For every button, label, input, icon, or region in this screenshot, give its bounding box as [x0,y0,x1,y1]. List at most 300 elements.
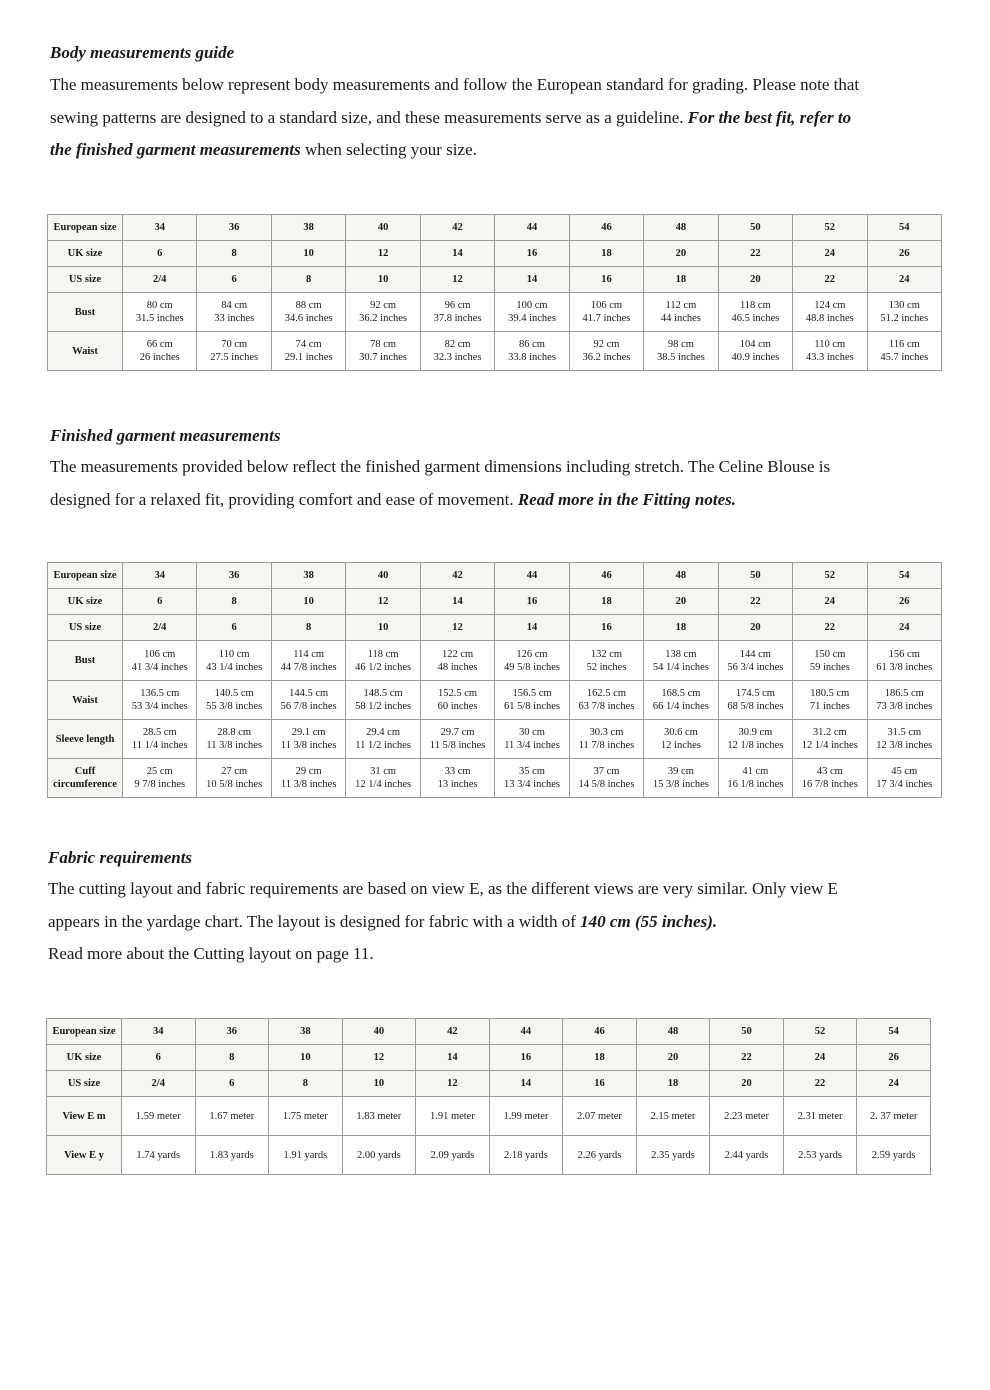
cell-line: 36.2 inches [359,313,407,324]
cell-line: 82 cm [444,339,471,350]
cell-line: 118 cm [739,300,771,311]
paragraph-line [50,69,950,102]
table-cell: 18 [636,1071,710,1097]
table-cell [644,720,718,759]
table-row [48,720,942,759]
cell-line: 126 cm [516,648,548,660]
table-cell: 2.00 yards [342,1136,416,1175]
table-cell: 18 [563,1045,637,1071]
emphasis-text: 140 cm (55 inches). [580,911,718,931]
cell-line: 43 cm [816,766,843,777]
row-label: View E m [47,1097,122,1136]
table-cell: 16 [489,1045,563,1071]
cell-line: 11 5/8 inches [429,740,486,751]
table-cell [271,332,345,371]
cell-line: 66 1/4 inches [652,701,709,712]
table-cell [123,681,197,720]
table-cell: 2.09 yards [416,1136,490,1175]
table-cell [346,720,420,759]
table-cell: 6 [122,1045,196,1071]
table-cell: 20 [644,589,718,615]
cell-line: 63 7/8 inches [578,701,635,712]
row-label: European size [48,563,123,589]
table-row [48,641,942,681]
table-cell [346,293,420,332]
table-cell: 2.26 yards [563,1136,637,1175]
table-cell: 2.15 meter [636,1097,710,1136]
table-cell [867,681,941,720]
table-cell: 46 [569,563,643,589]
cell-line: 31.5 cm [887,727,922,738]
table-cell: 18 [569,589,643,615]
table-cell: 38 [271,563,345,589]
table-cell: 20 [636,1045,710,1071]
paragraph-line [48,906,948,939]
emphasis-text: the finished garment measurements [50,140,301,159]
table-cell [197,720,271,759]
table-row [47,1019,931,1045]
cell-line: 33 inches [214,313,255,324]
table-cell: 12 [420,267,494,293]
table-cell: 2.07 meter [563,1097,637,1136]
table-cell [569,681,643,720]
table-cell [718,332,792,371]
row-label: UK size [48,589,123,615]
cell-line: 74 cm [295,339,322,350]
table-cell [271,759,345,798]
cell-line: 17 3/4 inches [876,779,933,790]
table-cell [867,332,941,371]
cell-line: 86 cm [519,339,545,350]
table-cell [271,681,345,720]
table-row [47,1045,931,1071]
body-text: designed for a relaxed fit, providing comfort and ease of movement. [50,489,518,509]
cell-line: 27.5 inches [210,352,259,363]
table-cell: 26 [857,1045,931,1071]
row-label: Waist [48,681,123,720]
cell-line: 39.4 inches [508,313,556,324]
table-cell: 22 [783,1071,857,1097]
cell-line: 168.5 cm [661,688,701,699]
cell-line: 84 cm [221,300,248,311]
table-cell: 42 [420,563,494,589]
table-cell [569,759,643,798]
table-cell: 2.44 yards [710,1136,784,1175]
table-cell: 14 [489,1071,563,1097]
cell-line: 34.6 inches [284,313,333,324]
table-cell [271,720,345,759]
table-cell [346,641,420,681]
row-label: View E y [47,1136,122,1175]
table-cell: 8 [197,241,271,267]
row-label: UK size [48,241,123,267]
table-cell: 40 [342,1019,416,1045]
cell-line: 114 cm [293,648,325,660]
table-cell: 18 [644,267,718,293]
cell-line: 78 cm [370,339,397,350]
table-cell [495,641,569,681]
cell-line: 106 cm [144,648,176,660]
table-cell [495,332,569,371]
table-cell [793,759,867,798]
table-cell: 2. 37 meter [857,1097,931,1136]
table-cell: 40 [346,563,420,589]
row-label: European size [47,1019,122,1045]
table-cell: 16 [569,267,643,293]
table-cell: 50 [710,1019,784,1045]
cell-line: 73 3/8 inches [876,701,933,712]
cell-line: 45.7 inches [880,352,929,363]
row-label: UK size [47,1045,122,1071]
table-cell [420,759,494,798]
table-cell [644,759,718,798]
cell-line: 124 cm [814,300,846,311]
row-label: Bust [48,293,123,332]
table-cell: 40 [346,215,420,241]
cell-line: 112 cm [665,300,697,311]
table-row [48,241,942,267]
cell-line: 71 inches [809,701,850,712]
table-cell: 20 [710,1071,784,1097]
cell-line: 180.5 cm [810,688,850,699]
table-cell: 10 [346,615,420,641]
table-cell: 8 [269,1071,343,1097]
cell-line: 116 cm [888,339,920,350]
cell-line: 29.1 cm [291,727,326,738]
table-cell: 10 [269,1045,343,1071]
table-cell: 36 [195,1019,269,1045]
cell-line: 36.2 inches [582,352,631,363]
emphasis-text: For the best fit, refer to [687,107,852,127]
cell-line: 30 cm [519,727,545,738]
paragraph-line [50,451,950,484]
table-cell [793,720,867,759]
table-cell [495,681,569,720]
row-label: US size [48,267,123,293]
cell-line: 29.7 cm [440,727,475,738]
table-cell: 22 [718,241,792,267]
cell-line: 156.5 cm [512,688,552,699]
cell-line: 118 cm [367,648,399,660]
table-cell: 1.59 meter [122,1097,196,1136]
table-cell [420,293,494,332]
cell-line: 38.5 inches [656,352,705,363]
table-cell: 46 [569,215,643,241]
table-row [48,759,942,798]
table-cell [420,720,494,759]
cell-line: 16 1/8 inches [727,779,784,790]
cell-line: 29.1 inches [284,352,333,363]
table-cell: 14 [416,1045,490,1071]
finished-garment-heading: Finished garment measurements [50,426,281,445]
table-cell [644,681,718,720]
table-cell: 24 [793,589,867,615]
table-cell: 22 [710,1045,784,1071]
table-row [47,1071,931,1097]
table-cell: 1.91 yards [269,1136,343,1175]
cell-line: 12 1/4 inches [355,779,412,790]
body-text: appears in the yardage chart. The layout is designed for fabric with a width of [48,911,581,931]
cell-line: 55 3/8 inches [206,701,263,712]
table-cell: 26 [867,241,941,267]
table-cell [644,641,718,681]
table-cell: 44 [495,215,569,241]
table-cell: 10 [346,267,420,293]
table-cell: 12 [346,241,420,267]
table-cell: 20 [644,241,718,267]
table-cell: 2.18 yards [489,1136,563,1175]
table-cell [420,332,494,371]
cell-line: 11 1/4 inches [131,740,188,751]
cell-line: 104 cm [739,339,771,350]
finished-garment-table [47,562,942,798]
table-cell: 46 [563,1019,637,1045]
cell-line: 16 7/8 inches [801,779,858,790]
table-row [48,267,942,293]
table-cell: 44 [495,563,569,589]
table-cell [495,293,569,332]
table-cell: 1.74 yards [122,1136,196,1175]
table-cell: 48 [636,1019,710,1045]
table-cell [346,332,420,371]
table-cell [793,681,867,720]
table-cell [867,759,941,798]
table-row [48,681,942,720]
table-cell: 36 [197,215,271,241]
table-cell [793,641,867,681]
row-label: US size [48,615,123,641]
table-cell: 18 [569,241,643,267]
table-cell: 54 [867,215,941,241]
table-cell: 54 [867,563,941,589]
cell-line: 41 3/4 inches [131,661,188,673]
cell-line: 122 cm [441,648,474,660]
table-cell: 24 [793,241,867,267]
cell-line: 46.5 inches [731,313,780,324]
table-cell [420,641,494,681]
cell-line: 51.2 inches [880,313,929,324]
cell-line: 56 3/4 inches [727,661,784,673]
finished-garment-intro [50,451,950,516]
table-cell [346,759,420,798]
table-cell: 6 [123,589,197,615]
table-cell [718,720,792,759]
table-cell [718,293,792,332]
table-cell: 8 [195,1045,269,1071]
cell-line: 186.5 cm [884,688,924,699]
cell-line: 70 cm [221,339,248,350]
row-label [48,759,123,798]
emphasis-text: Read more in the Fitting notes. [517,489,737,509]
row-label: Sleeve length [48,720,123,759]
cell-line: 136.5 cm [140,688,180,699]
cell-line: 44 7/8 inches [280,661,337,673]
table-cell [495,759,569,798]
cell-line: 110 cm [218,648,250,660]
table-cell [867,641,941,681]
table-cell: 48 [644,215,718,241]
cell-line: 148.5 cm [363,688,403,699]
cell-line: 45 cm [891,766,918,777]
table-cell: 16 [495,589,569,615]
table-cell: 12 [346,589,420,615]
table-cell: 14 [420,589,494,615]
table-cell: 24 [867,267,941,293]
cell-line: 30.7 inches [359,352,407,363]
cell-line: 140.5 cm [214,688,254,699]
table-cell: 24 [783,1045,857,1071]
cell-line: 12 1/8 inches [727,740,784,751]
table-cell: 52 [793,215,867,241]
table-cell [644,332,718,371]
fabric-requirements-heading: Fabric requirements [48,848,193,867]
body-measurements-intro [50,69,950,167]
table-cell: 54 [857,1019,931,1045]
cell-line: circumference [53,779,117,790]
table-cell [123,720,197,759]
cell-line: 152.5 cm [438,688,478,699]
cell-line: 41.7 inches [582,313,631,324]
paragraph-line [48,873,948,906]
table-cell: 22 [793,267,867,293]
cell-line: 15 3/8 inches [652,779,709,790]
table-cell [197,641,271,681]
table-cell [495,720,569,759]
cell-line: 26 inches [139,352,180,363]
cell-line: 49 5/8 inches [503,661,560,673]
table-cell [867,293,941,332]
fabric-requirements-table [46,1018,931,1175]
cell-line: 43.3 inches [805,352,854,363]
cell-line: 44 inches [660,313,701,324]
table-cell: 2/4 [122,1071,196,1097]
body-text: The cutting layout and fabric requirements are based on view E, as the different views are very similar. Only view E [48,879,838,898]
table-cell [271,641,345,681]
table-cell: 24 [857,1071,931,1097]
body-text: sewing patterns are designed to a standard size, and these measurements serve as a guideline. [50,107,688,127]
body-text: when selecting your size. [300,140,477,159]
table-cell: 34 [123,563,197,589]
cell-line: 130 cm [888,300,920,311]
table-cell: 18 [644,615,718,641]
table-cell: 1.67 meter [195,1097,269,1136]
table-cell: 12 [420,615,494,641]
table-cell: 20 [718,615,792,641]
cell-line: 11 3/8 inches [280,779,337,790]
cell-line: 144.5 cm [289,688,329,699]
table-cell: 42 [416,1019,490,1045]
cell-line: 60 inches [437,701,478,712]
cell-line: 30.9 cm [738,727,773,738]
table-cell [793,293,867,332]
table-cell: 6 [195,1071,269,1097]
cell-line: 31.5 inches [135,313,184,324]
table-cell [644,293,718,332]
table-cell: 2.53 yards [783,1136,857,1175]
cell-line: 30.3 cm [589,727,624,738]
table-cell [123,641,197,681]
table-cell: 10 [271,589,345,615]
table-cell: 24 [867,615,941,641]
table-cell [197,293,271,332]
paragraph-line [50,134,950,167]
cell-line: 53 3/4 inches [131,701,188,712]
cell-line: 11 3/8 inches [206,740,262,751]
table-cell [420,681,494,720]
table-cell: 34 [122,1019,196,1045]
table-cell: 6 [197,615,271,641]
cell-line: 10 5/8 inches [206,779,263,790]
table-cell [569,293,643,332]
body-text: The measurements below represent body measurements and follow the European standard for grading. Please note that [50,75,860,94]
cell-line: 174.5 cm [735,688,775,699]
table-cell: 16 [495,241,569,267]
table-cell: 1.83 yards [195,1136,269,1175]
cell-line: 61 5/8 inches [503,701,560,712]
table-row [48,563,942,589]
table-cell: 52 [783,1019,857,1045]
cell-line: 48.8 inches [805,313,854,324]
table-cell [346,681,420,720]
table-cell: 38 [269,1019,343,1045]
cell-line: 13 3/4 inches [503,779,560,790]
cell-line: 144 cm [739,648,771,660]
cell-line: 11 1/2 inches [355,740,411,751]
cell-line: 96 cm [444,300,471,311]
cell-line: 80 cm [146,300,173,311]
table-cell: 50 [718,215,792,241]
table-cell [271,293,345,332]
table-cell [197,681,271,720]
table-cell [718,681,792,720]
cell-line: 162.5 cm [586,688,626,699]
table-cell [569,641,643,681]
paragraph-line [50,484,950,517]
table-cell: 14 [495,267,569,293]
cell-line: 40.9 inches [731,352,780,363]
table-row [47,1136,931,1175]
cell-line: 12 1/4 inches [801,740,858,751]
table-cell [718,759,792,798]
cell-line: 43 1/4 inches [206,661,263,673]
cell-line: 28.8 cm [217,727,252,738]
paragraph-line [50,102,950,135]
table-cell: 14 [420,241,494,267]
table-cell: 2.35 yards [636,1136,710,1175]
cell-line: 56 7/8 inches [280,701,337,712]
cell-line: 29 cm [295,766,322,777]
table-cell: 20 [718,267,792,293]
cell-line: 25 cm [146,766,173,777]
cell-line: 11 3/8 inches [280,740,337,751]
table-cell [123,293,197,332]
table-cell: 14 [495,615,569,641]
table-cell: 16 [563,1071,637,1097]
table-row [48,332,942,371]
cell-line: 32.3 inches [433,352,482,363]
row-label: European size [48,215,123,241]
table-cell [197,332,271,371]
row-label: Waist [48,332,123,371]
table-cell: 16 [569,615,643,641]
table-cell: 12 [416,1071,490,1097]
cell-line: 68 5/8 inches [727,701,784,712]
table-cell: 2.23 meter [710,1097,784,1136]
table-cell [793,332,867,371]
table-cell: 1.75 meter [269,1097,343,1136]
table-cell: 52 [793,563,867,589]
cell-line: 92 cm [370,300,397,311]
